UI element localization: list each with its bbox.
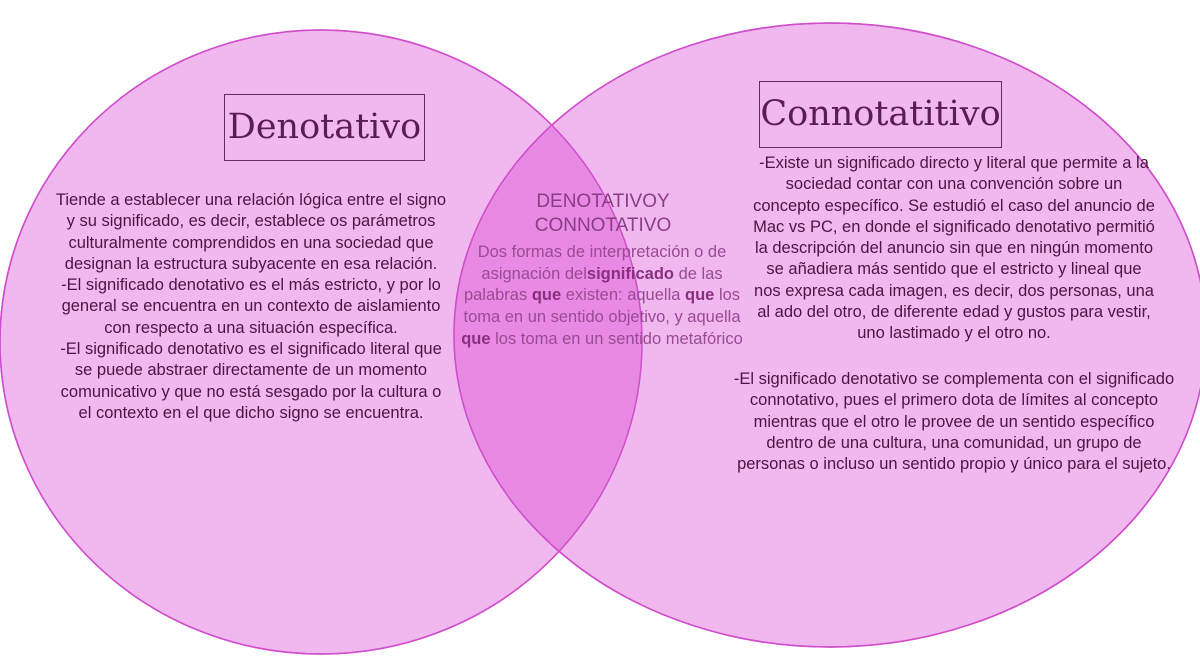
intersection-text: de las palabras <box>463 264 723 305</box>
intersection-text: Dos formas de interpretación o de asignación del <box>477 243 727 283</box>
connotatitivo-title: Connotatitivo <box>759 81 1002 148</box>
denotativo-paragraph: -El significado denotativo es el significado literal que se puede abstraer directamente de un momento comunicativo y que no está sesgado por la cultura o el contexto en el que dicho signo se encuentra. <box>60 340 442 422</box>
intersection-bold-word: que <box>461 329 491 348</box>
denotativo-title: Denotativo <box>224 94 425 161</box>
denotativo-paragraph: Tiende a establecer una relación lógica entre el signo y su significado, es decir, establece os parámetros culturalmente comprendidos en una sociedad que designan la estructura subyacente en esa relación. <box>55 191 447 273</box>
intersection-description <box>456 242 748 351</box>
connotatitivo-paragraph: -El significado denotativo se complementa con el significado connotativo, pues el primero dota de límites al concepto mientras que el otro le provee de un sentido específico dentro de una cultura, una comunidad, un grupo de personas o incluso un sentido propio y único para el sujeto. <box>733 370 1175 474</box>
denotativo-paragraph: -El significado denotativo es el más estricto, y por lo general se encuentra en un contexto de aislamiento con respecto a una situación específica. <box>61 276 441 337</box>
intersection-text: los toma en un sentido metafórico <box>490 329 743 348</box>
connotatitivo-description-2 <box>733 369 1175 475</box>
intersection-bold-word: significado <box>586 264 674 283</box>
connotatitivo-description <box>752 153 1156 345</box>
intersection-heading: DENOTATIVOY CONNOTATIVO <box>534 191 672 236</box>
denotativo-description <box>55 190 447 424</box>
intersection-bold-word: que <box>685 286 715 305</box>
connotatitivo-paragraph: -Existe un significado directo y literal que permite a la sociedad contar con una convención sobre un concepto específico. Se estudió el caso del anuncio de Mac vs PC, en donde el significado denotativo permitió la descripción del anuncio sin que en ningún momento se añadiera más sentido que el estricto y lineal que nos expresa cada imagen, es decir, dos personas, una al ado del otro, de diferente edad y gustos para vestir, uno lastimado y el otro no. <box>753 154 1155 343</box>
intersection-text: los toma en un sentido objetivo, y aquella <box>463 286 741 327</box>
intersection-bold-word: que <box>531 286 562 305</box>
intersection-text: existen: aquella <box>561 286 686 305</box>
